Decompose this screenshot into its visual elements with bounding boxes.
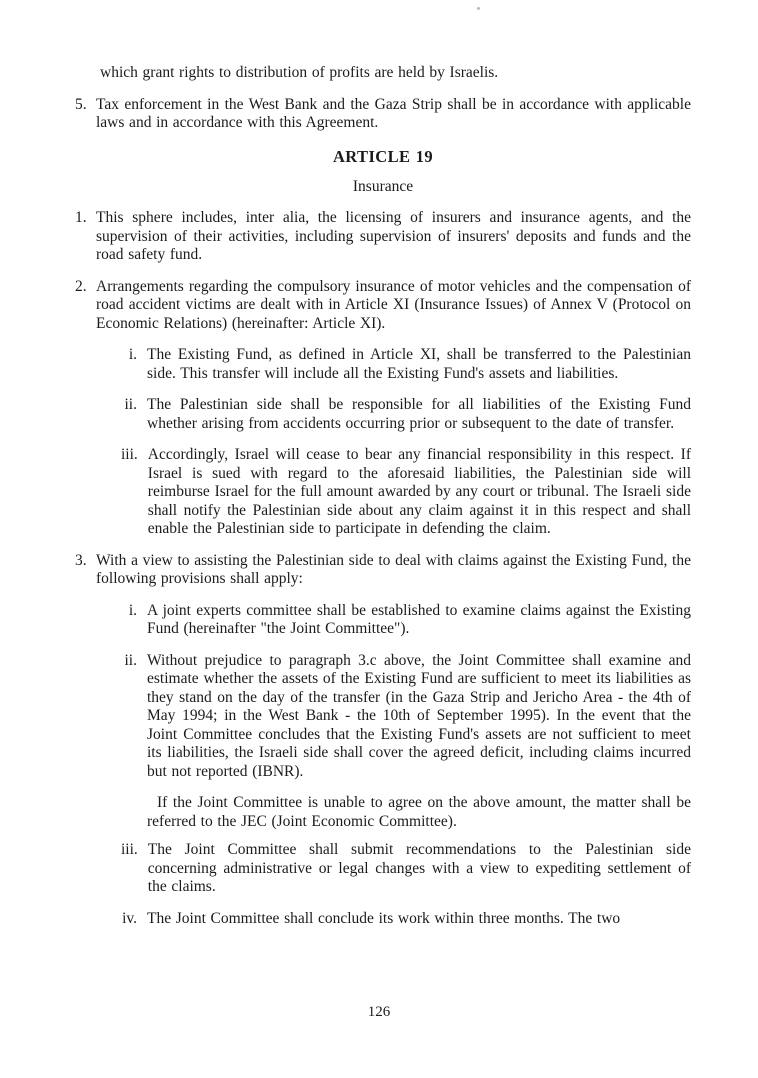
clause-3-subclause-i (121, 602, 691, 639)
clause-2-subclause-i (121, 346, 691, 383)
clause-number: 2. (75, 277, 87, 295)
carryover-line: which grant rights to distribution of profits are held by Israelis. (100, 64, 499, 81)
clause-number: 3. (75, 551, 87, 569)
subclause-number: iii. (121, 446, 138, 463)
subclause-text: The Existing Fund, as defined in Article XI, shall be transferred to the Palestinian side. This transfer will include all the Existing Fund's assets and liabilities. (147, 346, 691, 382)
clause-1 (75, 209, 691, 265)
subclause-number: ii. (124, 651, 137, 669)
subclause-number: iv. (122, 909, 137, 927)
subclause-text: Without prejudice to paragraph 3.c above, the Joint Committee shall examine and estimate whether the assets of the Existing Fund are sufficient to meet its liabilities as they stand on the day of the transfer (in the Gaza Strip and Jericho Area - the 4th of May 1994; in the West Bank - the 10th of September 1995). In the event that the Joint Committee concludes that the Existing Fund's assets are not sufficient to meet its liabilities, the Israeli side shall cover the agreed deficit, including claims incurred but not reported (IBNR). (147, 651, 691, 780)
clause-number: 1. (75, 209, 87, 226)
article-heading: ARTICLE 19 (332, 146, 433, 166)
clause-5 (75, 96, 691, 133)
clause-2 (75, 278, 691, 334)
subclause-number: ii. (124, 396, 137, 413)
page-number: 126 (367, 1004, 391, 1020)
clause-number: 5. (75, 95, 87, 113)
document-content (75, 64, 691, 941)
subclause-number: iii. (121, 841, 138, 858)
subclause-number: i. (128, 346, 137, 363)
subclause-text: A joint experts committee shall be established to examine claims against the Existing Fund (hereinafter "the Joint Committee"). (147, 601, 691, 637)
clause-3-subclause-iii (121, 841, 691, 897)
clause-text: Arrangements regarding the compulsory insurance of motor vehicles and the compensation of road accident victims are dealt with in Article XI (Insurance Issues) of Annex V (Protocol on Economic Relations) (hereinafter: Article XI). (96, 277, 691, 332)
clause-3-subclause-iv (121, 910, 691, 929)
clause-2-subclause-ii (121, 396, 691, 433)
subclause-number: i. (128, 601, 137, 619)
clause-3-subclause-ii-continuation: If the Joint Committee is unable to agree on the above amount, the matter shall be referred to the JEC (Joint Economic Committee). (147, 794, 691, 830)
subclause-text: Accordingly, Israel will cease to bear any financial responsibility in this respect. If Israel is sued with regard to the aforesaid liabilities, the Palestinian side will reimburse Israel for the full amount awarded by any court or tribunal. The Israeli side shall notify the Palestinian side about any claim against it in this respect and shall enable the Palestinian side to participate in defending the claim. (147, 446, 691, 537)
subclause-text: The Palestinian side shall be responsible for all liabilities of the Existing Fund whether arising from accidents occurring prior or subsequent to the date of transfer. (147, 396, 691, 432)
subclause-text: The Joint Committee shall submit recommendations to the Palestinian side concerning administrative or legal changes with a view to expediting settlement of the claims. (147, 841, 691, 895)
article-subheading: Insurance (352, 177, 414, 195)
clause-text: Tax enforcement in the West Bank and the Gaza Strip shall be in accordance with applicable laws and in accordance with this Agreement. (96, 95, 691, 131)
clause-text: This sphere includes, inter alia, the licensing of insurers and insurance agents, and the supervision of their activities, including supervision of insurers' deposits and funds and the road safety fund. (96, 209, 691, 263)
clause-2-subclause-iii (121, 446, 691, 539)
scan-speck (477, 7, 480, 10)
clause-3 (75, 552, 691, 589)
subclause-text: The Joint Committee shall conclude its work within three months. The two (147, 909, 621, 927)
clause-3-subclause-ii (121, 652, 691, 782)
clause-text: With a view to assisting the Palestinian side to deal with claims against the Existing Fund, the following provisions shall apply: (96, 551, 691, 587)
